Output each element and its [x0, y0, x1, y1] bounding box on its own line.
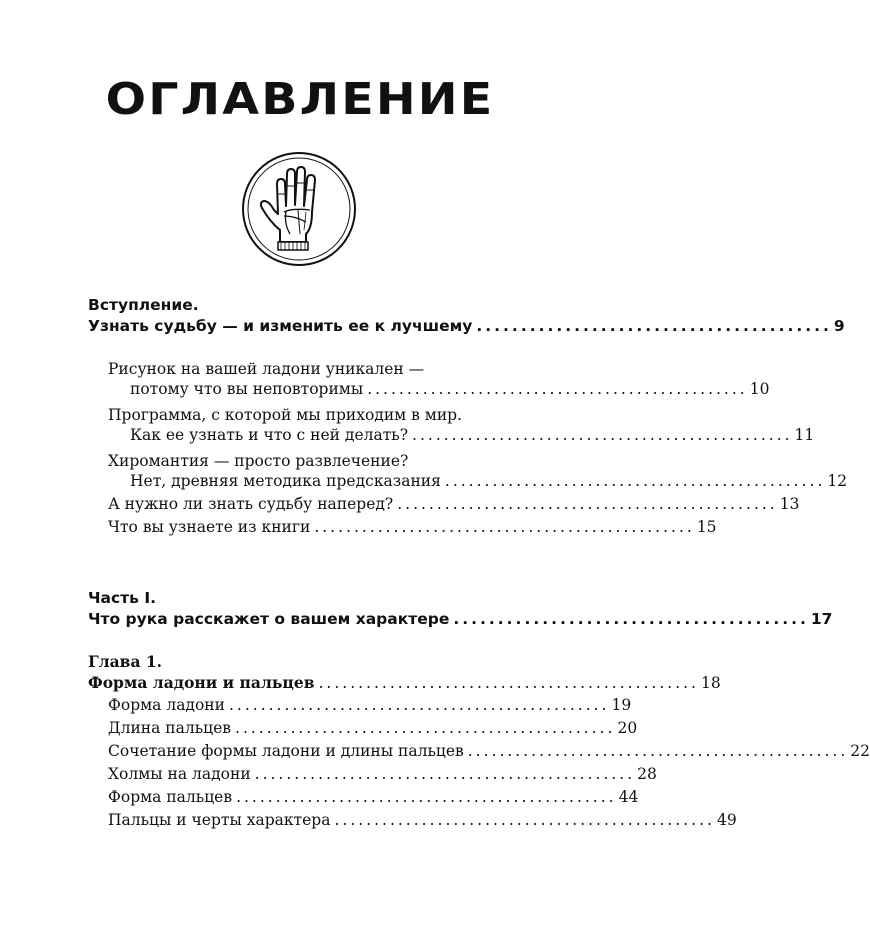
dot-leader: ................................................ [235, 719, 616, 737]
toc-entry[interactable] [108, 788, 639, 806]
page-number: 18 [700, 674, 721, 692]
dot-leader: ........................................ [453, 610, 809, 628]
page-number: 9 [833, 317, 845, 335]
toc-entry[interactable] [130, 426, 815, 444]
page-number: 10 [749, 380, 770, 398]
entry-title: Холмы на ладони [108, 765, 251, 783]
page-title: ОГЛАВЛЕНИЕ [105, 74, 495, 125]
toc-entry[interactable] [108, 495, 800, 513]
part-heading: Часть I. [88, 589, 157, 607]
entry-line: Программа, с которой мы приходим в мир. [108, 406, 463, 424]
entry-title: Форма ладони и пальцев [88, 673, 315, 692]
page-number: 12 [827, 472, 848, 490]
toc-entry[interactable] [108, 811, 737, 829]
dot-leader: ................................................ [412, 426, 793, 444]
dot-leader: ................................................ [314, 518, 695, 536]
dot-leader: ................................................ [397, 495, 778, 513]
entry-line: Рисунок на вашей ладони уникален — [108, 360, 425, 378]
entry-title: Как ее узнать и что с ней делать? [130, 426, 409, 444]
dot-leader: ................................................ [318, 674, 699, 692]
toc-entry[interactable] [130, 380, 770, 398]
dot-leader: ................................................ [334, 811, 715, 829]
entry-title: Пальцы и черты характера [108, 811, 331, 829]
entry-title: Узнать судьбу — и изменить ее к лучшему [88, 317, 473, 335]
page-number: 44 [618, 788, 639, 806]
dot-leader: ................................................ [228, 696, 610, 714]
dot-leader: ................................................ [467, 742, 849, 760]
toc-entry[interactable] [108, 765, 657, 783]
toc-entry[interactable] [130, 472, 848, 490]
toc-entry[interactable] [108, 518, 717, 536]
dot-leader: ................................................ [254, 765, 636, 783]
page-number: 11 [794, 426, 815, 444]
palmistry-hand-icon [240, 150, 358, 268]
page-number: 13 [779, 495, 800, 513]
entry-title: Форма ладони [108, 696, 225, 714]
chapter-heading: Глава 1. [88, 652, 163, 671]
entry-title: Что рука расскажет о вашем характере [88, 610, 450, 628]
page-number: 22 [850, 742, 870, 760]
toc-entry-part1[interactable] [88, 610, 833, 628]
dot-leader: ........................................ [476, 317, 832, 335]
entry-title: Форма пальцев [108, 788, 233, 806]
page-number: 15 [696, 518, 717, 536]
entry-title: Нет, древняя методика предсказания [130, 472, 441, 490]
page-number: 49 [716, 811, 737, 829]
entry-title: Сочетание формы ладони и длины пальцев [108, 742, 464, 760]
page-number: 19 [611, 696, 632, 714]
entry-line: Хиромантия — просто развлечение? [108, 452, 409, 470]
dot-leader: ................................................ [367, 380, 748, 398]
intro-heading: Вступление. [88, 296, 199, 314]
dot-leader: ................................................ [236, 788, 617, 806]
toc-entry-intro[interactable] [88, 317, 845, 335]
entry-title: Что вы узнаете из книги [108, 518, 311, 536]
entry-title: А нужно ли знать судьбу наперед? [108, 495, 394, 513]
toc-entry-chapter1[interactable] [88, 673, 721, 692]
dot-leader: ................................................ [444, 472, 826, 490]
page-number: 17 [810, 610, 833, 628]
entry-title: Длина пальцев [108, 719, 232, 737]
toc-entry[interactable] [108, 696, 632, 714]
page-number: 28 [637, 765, 657, 783]
entry-title: потому что вы неповторимы [130, 380, 364, 398]
page-number: 20 [617, 719, 638, 737]
toc-entry[interactable] [108, 719, 638, 737]
toc-entry[interactable] [108, 742, 870, 760]
